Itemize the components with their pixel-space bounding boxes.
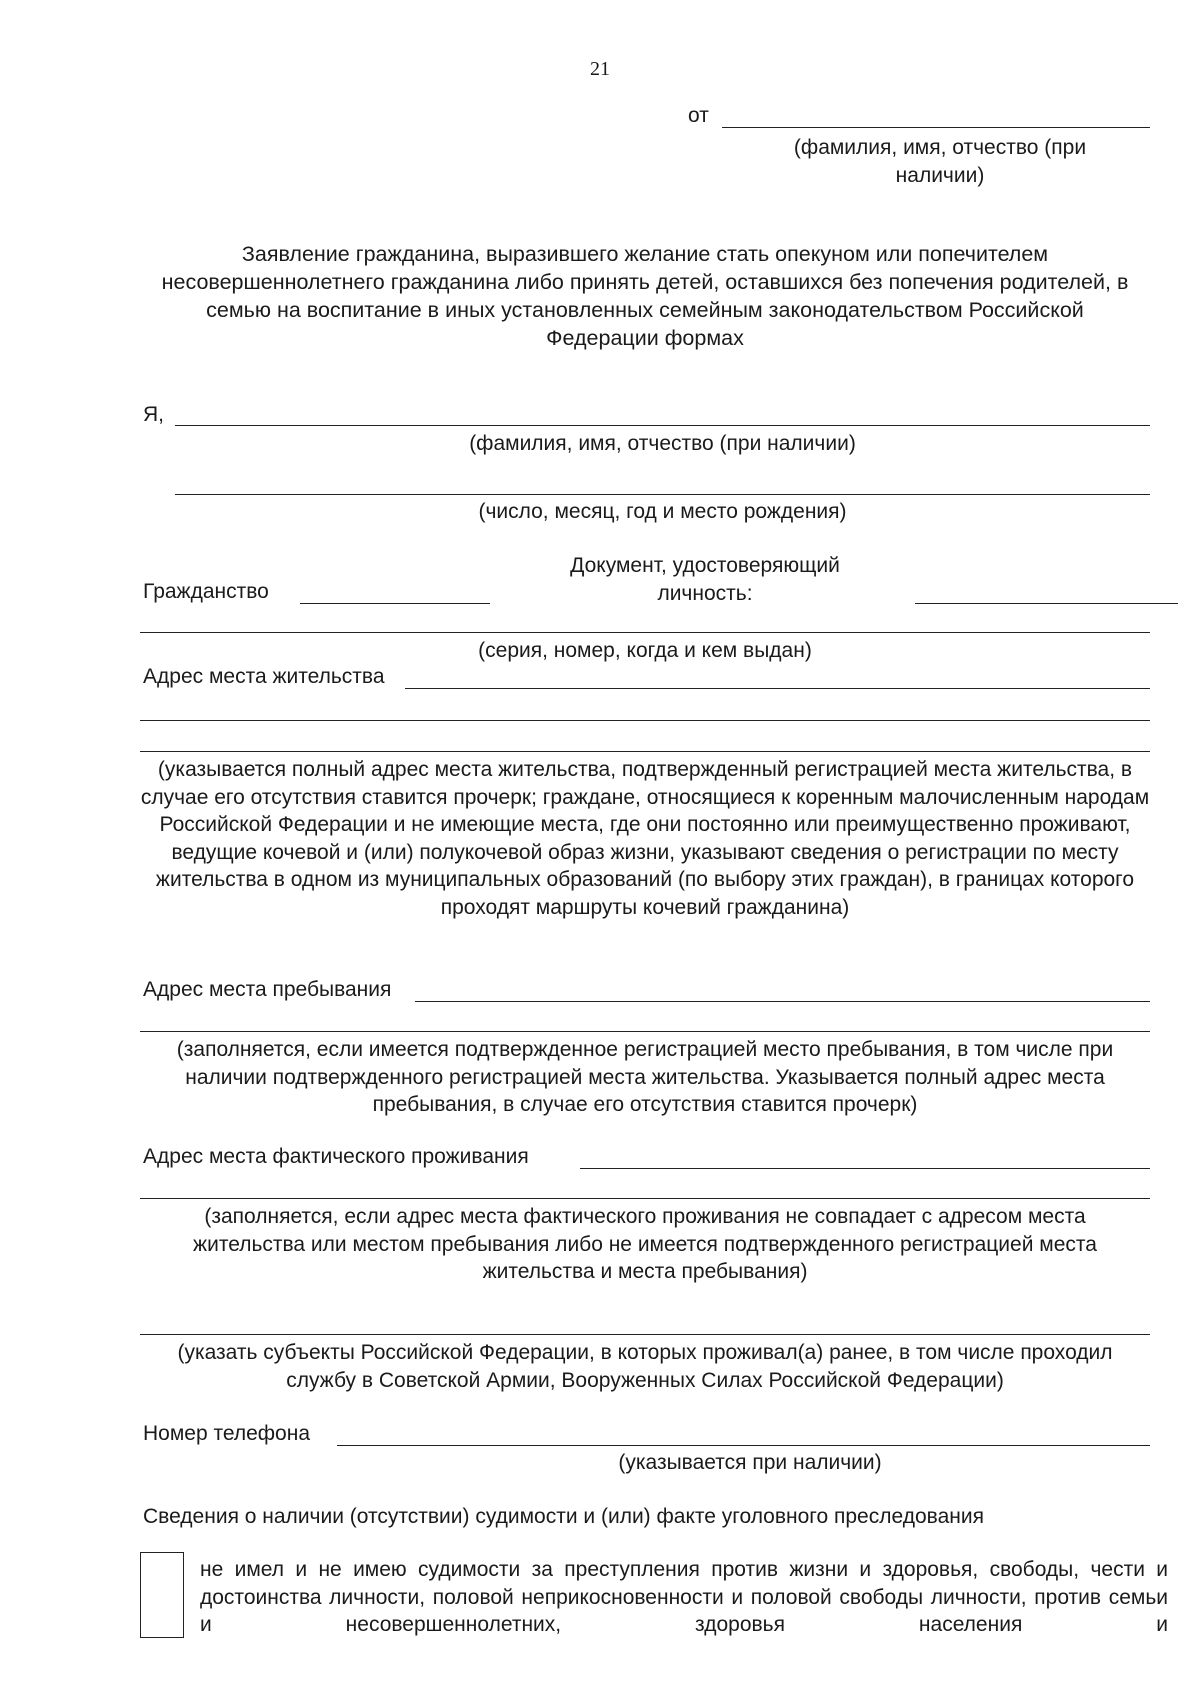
residence-field-line-3[interactable]	[140, 751, 1150, 752]
residence-field-line-2[interactable]	[140, 720, 1150, 721]
page-number: 21	[590, 58, 610, 80]
criminal-record-heading: Сведения о наличии (отсутствии) судимости и (или) факте уголовного преследования	[143, 1505, 984, 1528]
id-document-label-line2: личность:	[657, 582, 753, 605]
id-document-details-line[interactable]	[140, 632, 1150, 633]
fio-label: Я,	[143, 403, 164, 426]
document-title: Заявление гражданина, выразившего желание стать опекуном или попечителем несовершеннолетнего гражданина либо принять детей, оставшихся без попечения родителей, в семью на воспитание в иных установленных семейным законодательством Российской Федерации формах	[161, 242, 1129, 350]
from-caption: (фамилия, имя, отчество (при наличии)	[793, 136, 1087, 187]
stay-field-line-2[interactable]	[140, 1031, 1150, 1032]
actual-residence-caption: (заполняется, если адрес места фактического проживания не совпадает с адресом места жительства или местом пребывания либо не имеется подтвержденного регистрацией места жительства и места пребывания)	[193, 1205, 1097, 1283]
actual-residence-field-line-1[interactable]	[580, 1168, 1150, 1169]
birth-field-line[interactable]	[175, 494, 1150, 495]
no-criminal-record-checkbox[interactable]	[140, 1552, 184, 1638]
stay-caption: (заполняется, если имеется подтвержденное регистрацией место пребывания, в том числе при наличии подтвержденного регистрацией места жительства. Указывается полный адрес места пребывания, в случае его отсутствия ставится прочерк)	[176, 1038, 1114, 1116]
actual-residence-field-line-2[interactable]	[140, 1198, 1150, 1199]
citizenship-label: Гражданство	[143, 580, 269, 603]
stay-label: Адрес места пребывания	[143, 978, 392, 1001]
id-document-caption: (серия, номер, когда и кем выдан)	[478, 639, 812, 662]
fio-caption: (фамилия, имя, отчество (при наличии)	[469, 432, 856, 455]
phone-caption: (указывается при наличии)	[618, 1451, 882, 1474]
phone-label: Номер телефона	[143, 1422, 311, 1445]
residence-label: Адрес места жительства	[143, 665, 385, 688]
previous-regions-caption: (указать субъекты Российской Федерации, в которых проживал(а) ранее, в том числе проходил службу в Советской Армии, Вооруженных Силах Российской Федерации)	[177, 1341, 1113, 1392]
no-criminal-record-text: не имел и не имею судимости за преступления против жизни и здоровья, свободы, чести и достоинства личности, половой неприкосновенности и половой свободы личности, против семьи и несовершеннолетних, здоровья населения и	[200, 1558, 1168, 1636]
fio-field-line[interactable]	[175, 425, 1150, 426]
from-label: от	[688, 104, 709, 127]
actual-residence-label: Адрес места фактического проживания	[143, 1145, 529, 1168]
residence-field-line-1[interactable]	[405, 688, 1150, 689]
previous-regions-field-line[interactable]	[140, 1334, 1150, 1335]
from-field-line[interactable]	[722, 127, 1150, 128]
id-document-field-line[interactable]	[915, 603, 1178, 604]
residence-caption: (указывается полный адрес места жительства, подтвержденный регистрацией места жительства, в случае его отсутствия ставится прочерк; граждане, относящиеся к коренным малочисленным народам Российской Федерации и не имеющие места, где они постоянно или преимущественно проживают, ведущие кочевой и (или) полукочевой образ жизни, указывают сведения о регистрации по месту жительства в одном из муниципальных образований (по выбору этих граждан), в границах которого проходят маршруты кочевий гражданина)	[140, 758, 1150, 919]
stay-field-line-1[interactable]	[415, 1001, 1150, 1002]
id-document-label-line1: Документ, удостоверяющий	[570, 554, 840, 577]
birth-caption: (число, месяц, год и место рождения)	[478, 500, 847, 523]
phone-field-line[interactable]	[337, 1445, 1150, 1446]
citizenship-field-line[interactable]	[300, 603, 490, 604]
